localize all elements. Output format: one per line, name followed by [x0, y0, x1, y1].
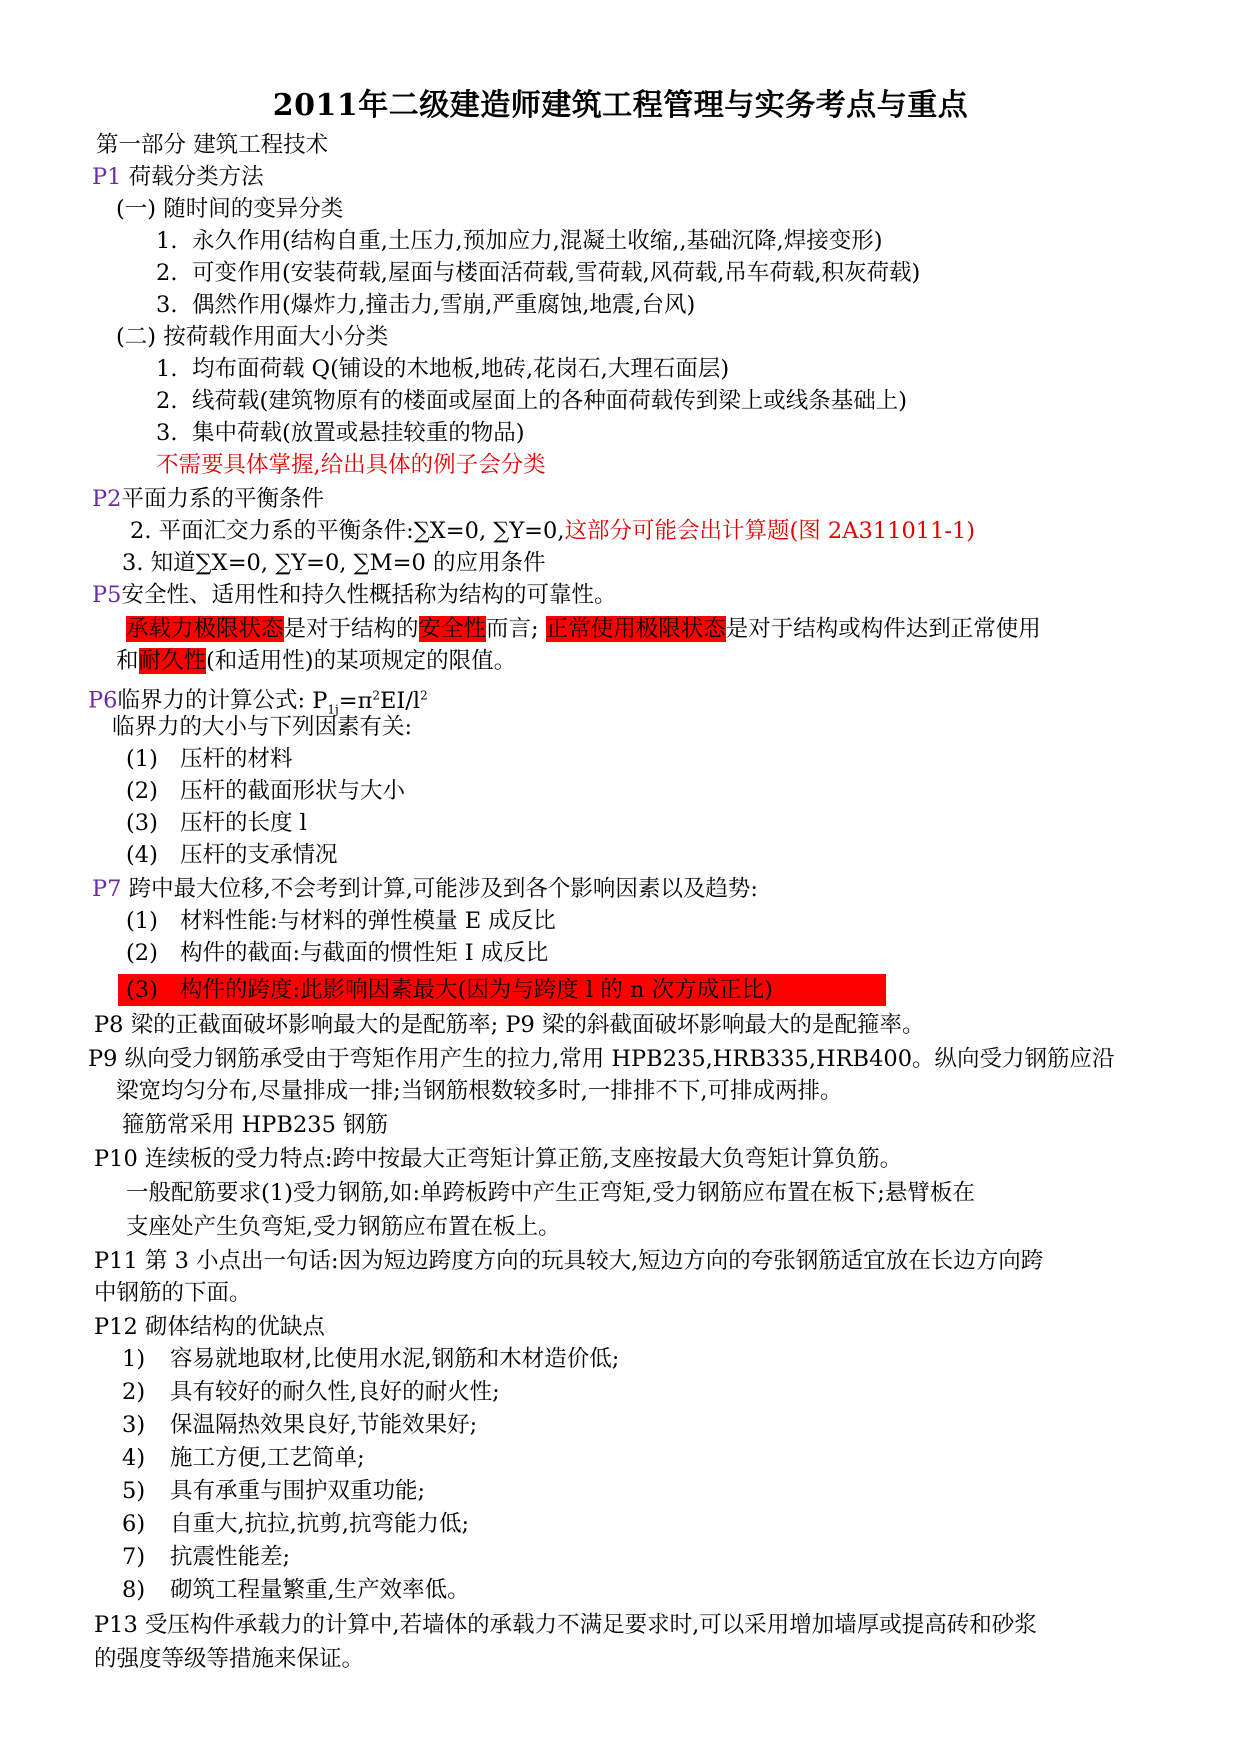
p9-line1: P9 纵向受力钢筋承受由于弯矩作用产生的拉力,常用 HPB235,HRB335,HRB400。纵向受力钢筋应沿	[88, 1046, 1115, 1072]
list-item: 5) 具有承重与围护双重功能;	[122, 1478, 426, 1504]
p1-note: 不需要具体掌握,给出具体的例子会分类	[156, 452, 546, 478]
list-item: 1. 均布面荷载 Q(铺设的木地板,地砖,花岗石,大理石面层)	[156, 356, 730, 382]
list-item-highlighted: (3) 构件的跨度:此影响因素最大(因为与跨度 l 的 n 次方成正比)	[126, 977, 773, 1003]
p13-line2: 的强度等级等措施来保证。	[94, 1646, 365, 1672]
page-title: 2011年二级建造师建筑工程管理与实务考点与重点	[272, 88, 969, 123]
list-item: (4) 压杆的支承情况	[126, 842, 338, 868]
p1-heading-text: 荷载分类方法	[128, 164, 264, 190]
p5-line1: 承载力极限状态是对于结构的安全性而言; 正常使用极限状态是对于结构或构件达到正常使用	[126, 616, 1041, 642]
list-item: 3. 集中荷载(放置或悬挂较重的物品)	[156, 420, 525, 446]
p6-intro: 临界力的大小与下列因素有关:	[112, 714, 413, 740]
list-item: 2. 可变作用(安装荷载,屋面与楼面活荷载,雪荷载,风荷载,吊车荷载,积灰荷载)	[156, 260, 921, 286]
p8-line: P8 梁的正截面破坏影响最大的是配筋率; P9 梁的斜截面破坏影响最大的是配箍率。	[94, 1012, 925, 1038]
p1-sub1: (一) 随时间的变异分类	[116, 196, 344, 222]
p1-heading	[92, 162, 264, 192]
list-item: 3) 保温隔热效果良好,节能效果好;	[122, 1412, 478, 1438]
p5-heading: P5安全性、适用性和持久性概括称为结构的可靠性。	[92, 582, 617, 608]
p1-sub2: (二) 按荷载作用面大小分类	[116, 324, 389, 350]
p10-line2: 一般配筋要求(1)受力钢筋,如:单跨板跨中产生正弯矩,受力钢筋应布置在板下;悬臂板在	[126, 1180, 975, 1206]
list-item: 1) 容易就地取材,比使用水泥,钢筋和木材造价低;	[122, 1346, 620, 1372]
part-heading: 第一部分 建筑工程技术	[96, 132, 329, 158]
list-item: 2. 线荷载(建筑物原有的楼面或屋面上的各种面荷载传到梁上或线条基础上)	[156, 388, 908, 414]
list-item: 7) 抗震性能差;	[122, 1544, 291, 1570]
p1-tag: P1	[92, 164, 122, 190]
p10-line1: P10 连续板的受力特点:跨中按最大正弯矩计算正筋,支座按最大负弯矩计算负筋。	[94, 1146, 903, 1172]
list-item: (1) 压杆的材料	[126, 746, 293, 772]
list-item: (2) 构件的截面:与截面的惯性矩 I 成反比	[126, 940, 549, 966]
p2-line2: 3. 知道∑X=0, ∑Y=0, ∑M=0 的应用条件	[122, 550, 546, 576]
critical-force-formula: $P_{1j}=\pi^2EI/l^2$	[312, 687, 428, 716]
list-item: 4) 施工方便,工艺简单;	[122, 1445, 365, 1471]
list-item: 2) 具有较好的耐久性,良好的耐火性;	[122, 1379, 500, 1405]
p9-line3: 箍筋常采用 HPB235 钢筋	[122, 1112, 389, 1138]
p2-line1: 2. 平面汇交力系的平衡条件:∑X=0, ∑Y=0,这部分可能会出计算题(图 2A311011-1)	[130, 518, 976, 544]
p11-line2: 中钢筋的下面。	[94, 1280, 252, 1306]
p11-line1: P11 第 3 小点出一句话:因为短边跨度方向的玩具较大,短边方向的夸张钢筋适宜放在长边方向跨	[94, 1248, 1044, 1274]
p9-line2: 梁宽均匀分布,尽量排成一排;当钢筋根数较多时,一排排不下,可排成两排。	[116, 1078, 843, 1104]
list-item: (3) 压杆的长度 l	[126, 810, 307, 836]
list-item: 3. 偶然作用(爆炸力,撞击力,雪崩,严重腐蚀,地震,台风)	[156, 292, 696, 318]
p12-heading: P12 砌体结构的优缺点	[94, 1314, 325, 1340]
p5-line2: 和耐久性(和适用性)的某项规定的限值。	[116, 648, 517, 674]
list-item: 6) 自重大,抗拉,抗剪,抗弯能力低;	[122, 1511, 470, 1537]
list-item: 1. 永久作用(结构自重,土压力,预加应力,混凝土收缩,,基础沉降,焊接变形)	[156, 228, 883, 254]
p10-line3: 支座处产生负弯矩,受力钢筋应布置在板上。	[126, 1214, 561, 1240]
list-item: (1) 材料性能:与材料的弹性模量 E 成反比	[126, 908, 556, 934]
p13-line1: P13 受压构件承载力的计算中,若墙体的承载力不满足要求时,可以采用增加墙厚或提高砖和砂浆	[94, 1612, 1037, 1638]
list-item: 8) 砌筑工程量繁重,生产效率低。	[122, 1577, 470, 1603]
p7-heading: P7 跨中最大位移,不会考到计算,可能涉及到各个影响因素以及趋势:	[92, 876, 759, 902]
p2-heading: P2平面力系的平衡条件	[92, 486, 324, 512]
list-item: (2) 压杆的截面形状与大小	[126, 778, 406, 804]
p6-heading: P6临界力的计算公式: $P_{1j}=\pi^2EI/l^2$	[88, 687, 428, 716]
